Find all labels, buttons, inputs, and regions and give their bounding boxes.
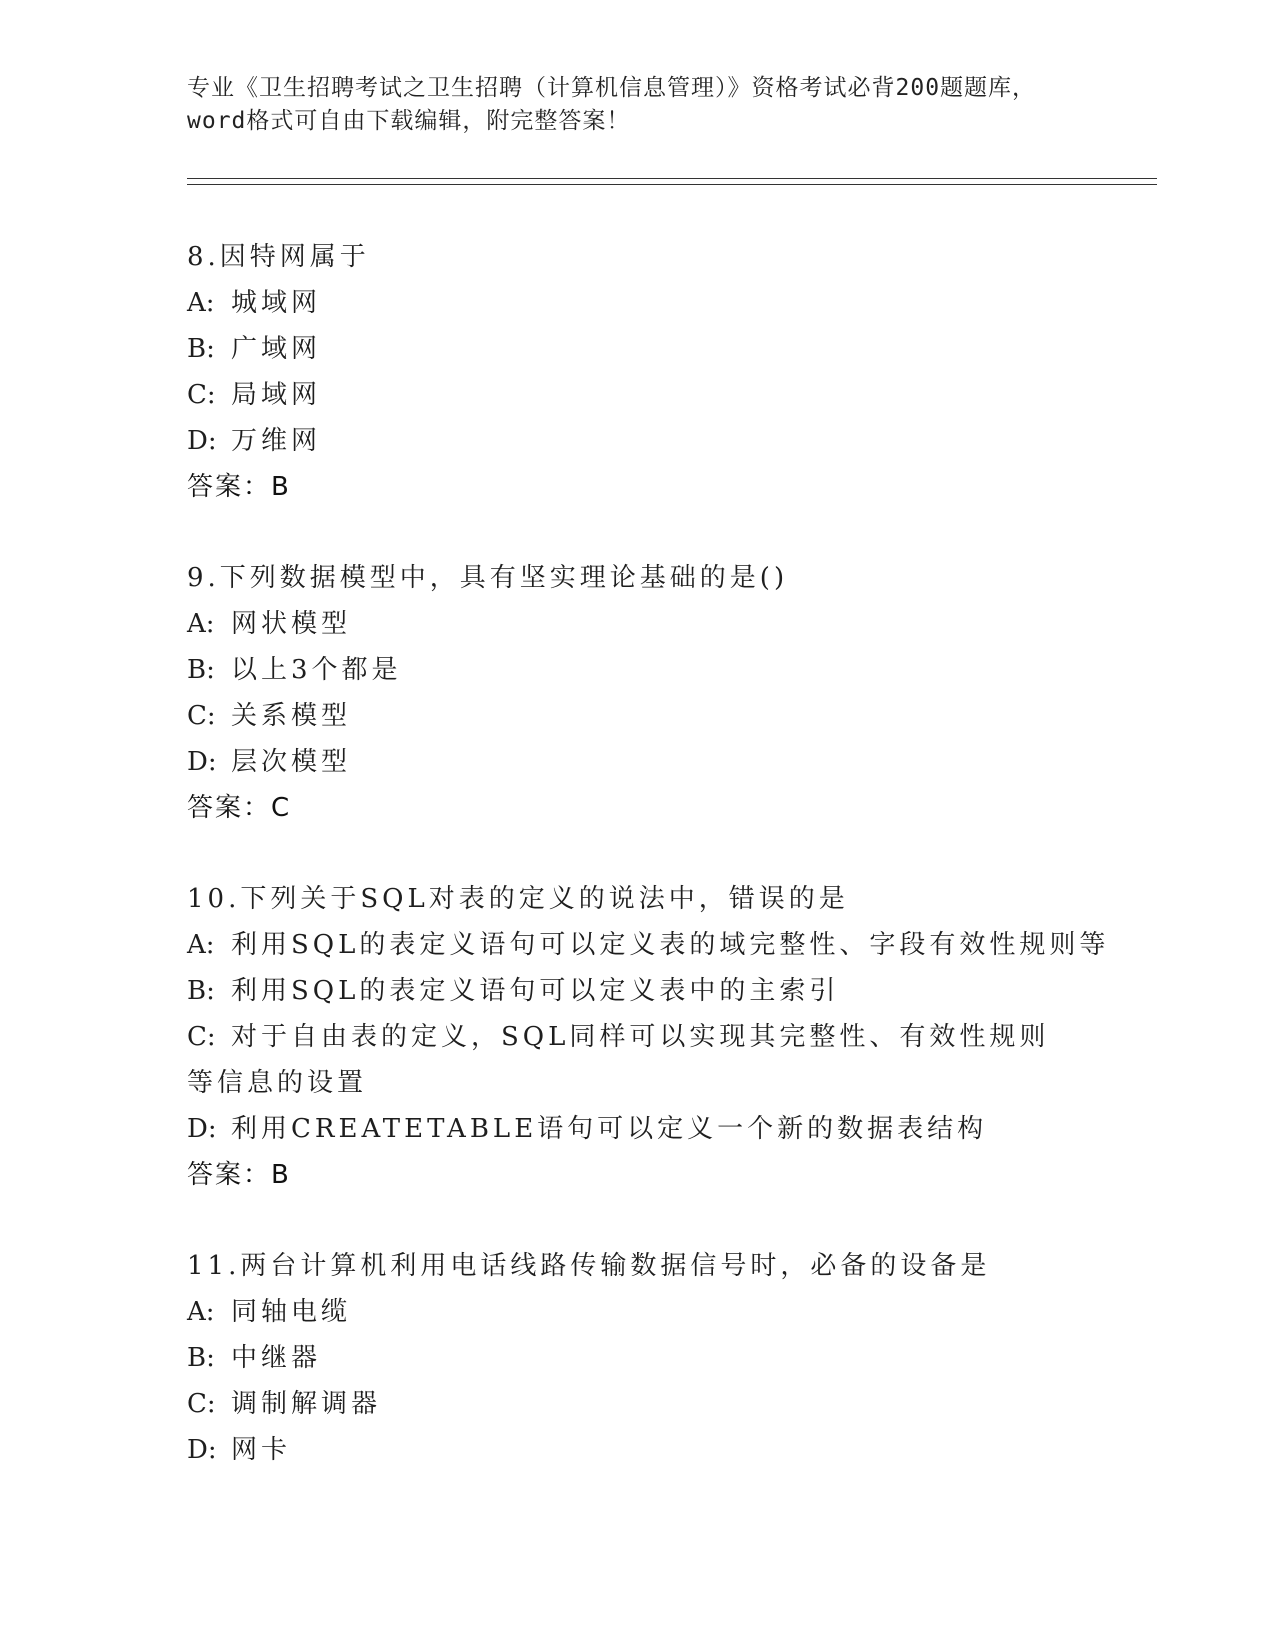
option-key: B: xyxy=(187,1343,215,1373)
option-key: A: xyxy=(187,288,215,318)
question-8 xyxy=(187,234,1187,510)
answer: 答案：B xyxy=(187,472,291,502)
header-title-line-2: word格式可自由下载编辑，附完整答案！ xyxy=(187,108,631,134)
option-b xyxy=(187,1335,1187,1381)
question-9 xyxy=(187,555,1187,831)
option-key: B: xyxy=(187,655,215,685)
option-key: C: xyxy=(187,1022,216,1052)
option-b xyxy=(187,326,1187,372)
option-c xyxy=(187,1014,1067,1106)
option-key: C: xyxy=(187,380,216,410)
question-stem: 10.下列关于SQL对表的定义的说法中，错误的是 xyxy=(187,884,849,914)
option-text: 以上3个都是 xyxy=(231,655,402,685)
option-text: 万维网 xyxy=(231,426,322,456)
option-key: B: xyxy=(187,334,215,364)
option-text: 利用CREATETABLE语句可以定义一个新的数据表结构 xyxy=(231,1114,988,1144)
option-b xyxy=(187,647,1187,693)
option-d xyxy=(187,1427,1187,1473)
option-key: A: xyxy=(187,1297,215,1327)
option-a xyxy=(187,1289,1187,1335)
option-key: D: xyxy=(187,426,217,456)
option-d xyxy=(187,739,1187,785)
option-c xyxy=(187,693,1187,739)
option-a xyxy=(187,601,1187,647)
option-text: 广域网 xyxy=(231,334,322,364)
option-text: 局域网 xyxy=(231,380,322,410)
document-header xyxy=(187,72,1087,138)
option-d xyxy=(187,418,1187,464)
option-key: D: xyxy=(187,1114,217,1144)
option-text: 利用SQL的表定义语句可以定义表的域完整性、字段有效性规则等 xyxy=(231,930,1110,960)
header-title-line-1: 专业《卫生招聘考试之卫生招聘（计算机信息管理）》资格考试必背200题题库， xyxy=(187,75,1037,101)
answer: 答案：C xyxy=(187,793,292,823)
question-stem: 8.因特网属于 xyxy=(187,242,370,272)
option-b xyxy=(187,968,1187,1014)
option-text: 关系模型 xyxy=(231,701,352,731)
option-text: 中继器 xyxy=(231,1343,322,1373)
question-10 xyxy=(187,876,1187,1198)
option-c xyxy=(187,1381,1187,1427)
option-text: 同轴电缆 xyxy=(231,1297,352,1327)
question-11 xyxy=(187,1243,1187,1473)
option-text: 城域网 xyxy=(231,288,322,318)
option-key: D: xyxy=(187,1435,217,1465)
header-divider-bottom xyxy=(187,184,1157,185)
option-text: 对于自由表的定义，SQL同样可以实现其完整性、有效性规则等信息的设置 xyxy=(187,1022,1050,1098)
option-key: D: xyxy=(187,747,217,777)
option-text: 调制解调器 xyxy=(231,1389,382,1419)
option-key: B: xyxy=(187,976,215,1006)
answer: 答案：B xyxy=(187,1160,291,1190)
option-text: 层次模型 xyxy=(231,747,352,777)
question-stem: 9.下列数据模型中，具有坚实理论基础的是() xyxy=(187,563,789,593)
question-stem: 11.两台计算机利用电话线路传输数据信号时，必备的设备是 xyxy=(187,1251,991,1281)
option-key: A: xyxy=(187,930,215,960)
option-key: A: xyxy=(187,609,215,639)
option-key: C: xyxy=(187,701,216,731)
option-a xyxy=(187,280,1187,326)
header-divider-top xyxy=(187,178,1157,179)
option-text: 网状模型 xyxy=(231,609,352,639)
option-text: 利用SQL的表定义语句可以定义表中的主索引 xyxy=(231,976,840,1006)
option-d xyxy=(187,1106,1187,1152)
option-key: C: xyxy=(187,1389,216,1419)
option-a xyxy=(187,922,1187,968)
option-text: 网卡 xyxy=(231,1435,292,1465)
option-c xyxy=(187,372,1187,418)
question-list xyxy=(187,234,1187,1518)
